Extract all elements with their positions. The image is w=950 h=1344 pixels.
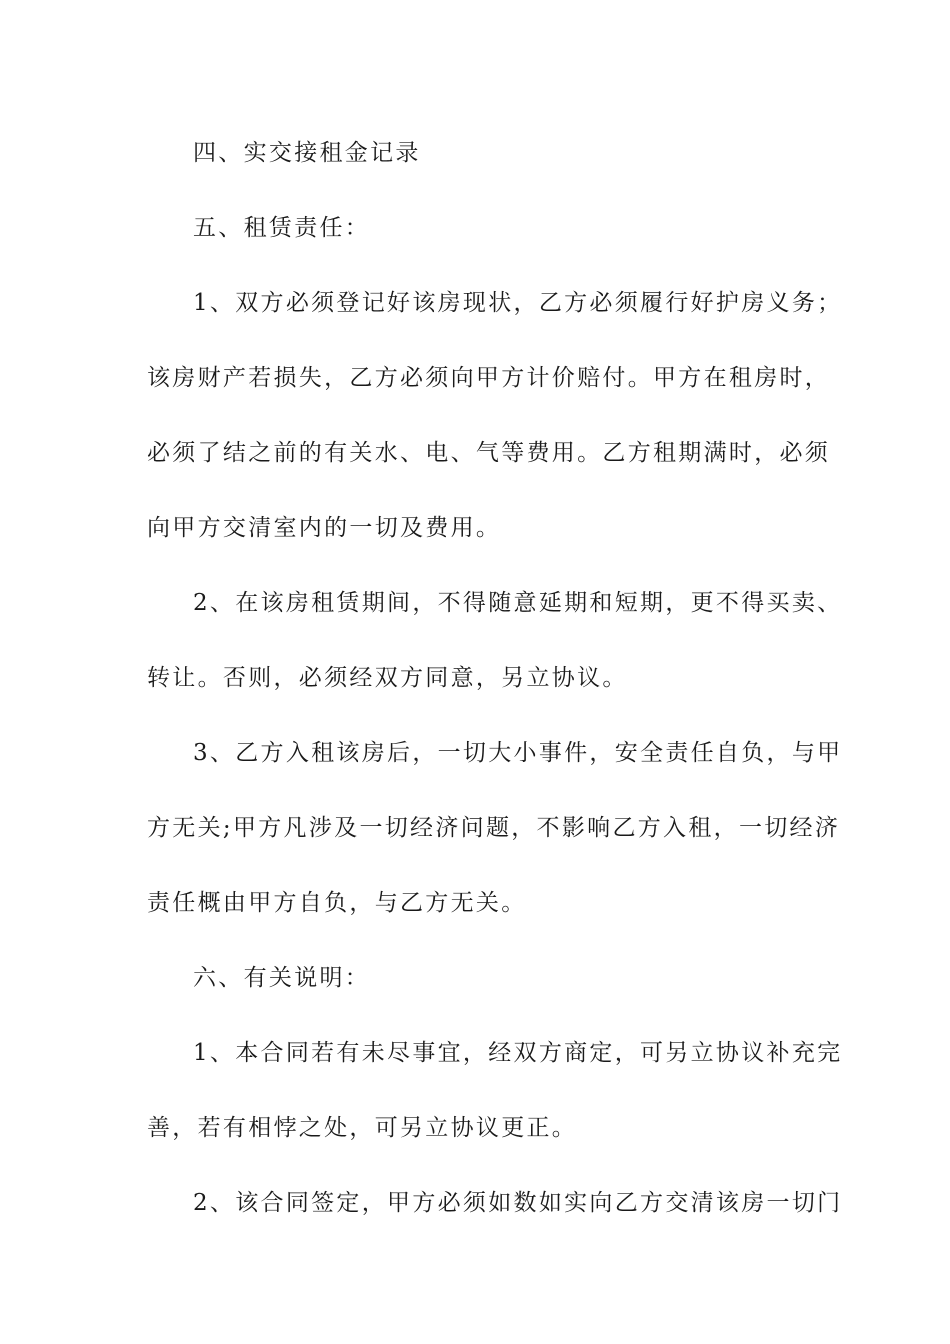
paragraph-line: 1、本合同若有未尽事宜，经双方商定，可另立协议补充完 — [193, 1040, 843, 1066]
paragraph-line: 2、该合同签定，甲方必须如数如实向乙方交清该房一切门 — [193, 1190, 843, 1216]
paragraph-line: 转让。否则，必须经双方同意，另立协议。 — [147, 665, 628, 691]
paragraph-line: 善，若有相悖之处，可另立协议更正。 — [147, 1115, 578, 1141]
paragraph-line: 方无关;甲方凡涉及一切经济问题，不影响乙方入租，一切经济 — [147, 815, 841, 841]
paragraph-line: 3、乙方入租该房后，一切大小事件，安全责任自负，与甲 — [193, 740, 843, 766]
section-heading-4: 四、实交接租金记录 — [193, 140, 421, 166]
paragraph-line: 责任概由甲方自负，与乙方无关。 — [147, 890, 527, 916]
paragraph-line: 该房财产若损失，乙方必须向甲方计价赔付。甲方在租房时， — [147, 365, 831, 391]
paragraph-line: 2、在该房租赁期间，不得随意延期和短期，更不得买卖、 — [193, 590, 843, 616]
paragraph-line: 1、双方必须登记好该房现状，乙方必须履行好护房义务； — [193, 290, 843, 316]
paragraph-line: 必须了结之前的有关水、电、气等费用。乙方租期满时，必须 — [147, 440, 831, 466]
section-heading-6: 六、有关说明： — [193, 965, 371, 991]
paragraph-line: 向甲方交清室内的一切及费用。 — [147, 515, 502, 541]
section-heading-5: 五、租赁责任： — [193, 215, 371, 241]
